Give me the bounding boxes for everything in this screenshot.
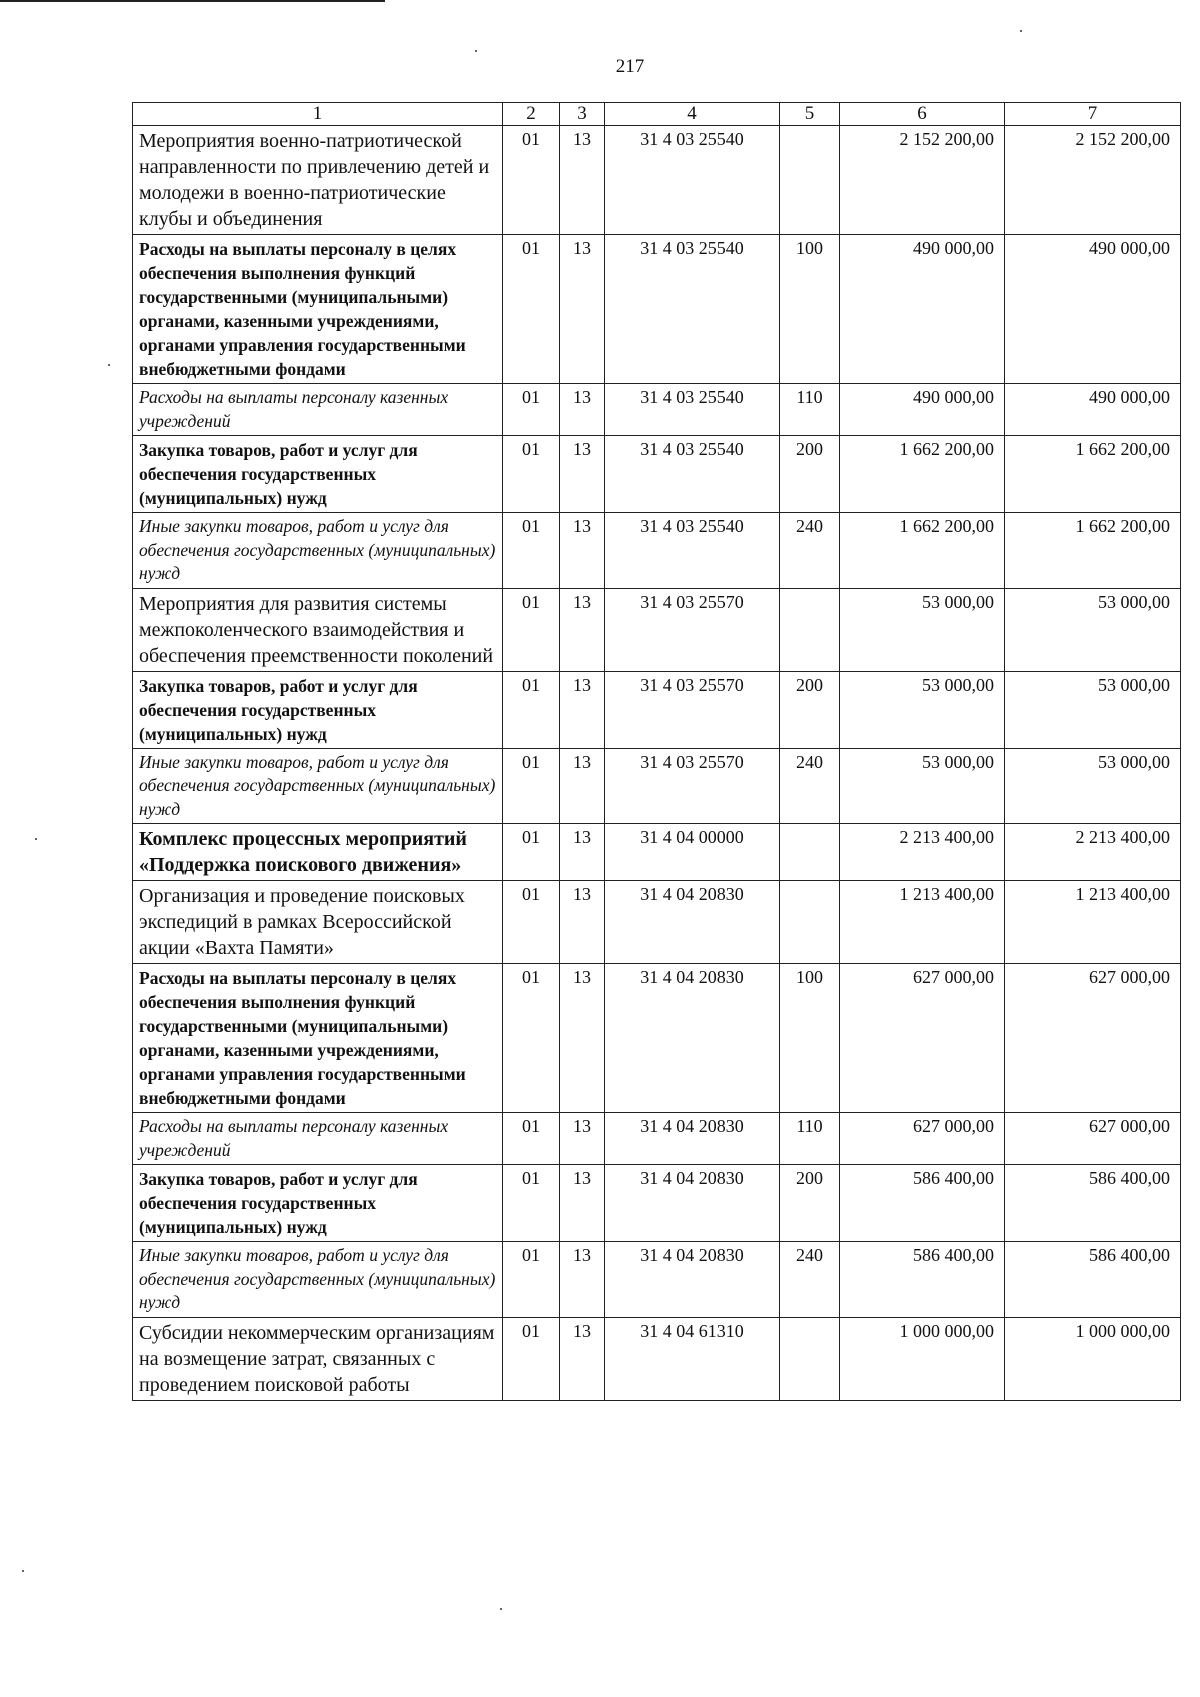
row-csr-cell: 31 4 04 20830 [605,1242,780,1318]
row-name-cell: Иные закупки товаров, работ и услуг для обеспечения государственных (муниципальных) нужд [133,748,503,824]
row-razdel-cell: 01 [503,436,560,513]
table-row [133,513,1181,589]
row-csr-cell: 31 4 04 61310 [605,1317,780,1400]
table-row [133,384,1181,436]
row-podrazdel-cell: 13 [560,384,605,436]
row-sum-col6-cell: 627 000,00 [840,964,1005,1113]
row-csr-cell: 31 4 04 20830 [605,964,780,1113]
row-razdel-cell: 01 [503,588,560,671]
row-razdel-cell: 01 [503,1242,560,1318]
row-razdel-cell: 01 [503,671,560,748]
row-name-cell: Мероприятия военно-патриотической направленности по привлечению детей и молодежи в военно-патриотические клубы и объединения [133,126,503,235]
header-col-2: 2 [503,103,560,126]
row-csr-cell: 31 4 03 25570 [605,671,780,748]
table-header-row [133,103,1181,126]
row-razdel-cell: 01 [503,881,560,964]
table-row [133,671,1181,748]
row-sum-col7-cell: 586 400,00 [1005,1242,1181,1318]
row-sum-col7-cell: 627 000,00 [1005,1113,1181,1165]
row-name-cell: Закупка товаров, работ и услуг для обеспечения государственных (муниципальных) нужд [133,436,503,513]
row-csr-cell: 31 4 03 25540 [605,126,780,235]
row-podrazdel-cell: 13 [560,235,605,384]
row-vr-cell: 200 [780,1165,840,1242]
row-name-cell: Комплекс процессных мероприятий «Поддержка поискового движения» [133,824,503,881]
row-vr-cell: 240 [780,748,840,824]
row-vr-cell: 200 [780,436,840,513]
row-csr-cell: 31 4 04 20830 [605,1113,780,1165]
row-name-cell: Расходы на выплаты персоналу казенных учреждений [133,384,503,436]
row-vr-cell: 110 [780,1113,840,1165]
scan-speck [108,364,110,366]
row-podrazdel-cell: 13 [560,513,605,589]
row-csr-cell: 31 4 04 00000 [605,824,780,881]
header-col-3: 3 [560,103,605,126]
row-razdel-cell: 01 [503,1317,560,1400]
row-podrazdel-cell: 13 [560,588,605,671]
row-razdel-cell: 01 [503,964,560,1113]
row-sum-col6-cell: 1 000 000,00 [840,1317,1005,1400]
header-col-5: 5 [780,103,840,126]
row-sum-col7-cell: 490 000,00 [1005,235,1181,384]
row-sum-col6-cell: 1 662 200,00 [840,513,1005,589]
row-vr-cell: 110 [780,384,840,436]
table-row [133,1165,1181,1242]
row-sum-col7-cell: 1 213 400,00 [1005,881,1181,964]
row-sum-col6-cell: 2 213 400,00 [840,824,1005,881]
row-sum-col6-cell: 53 000,00 [840,588,1005,671]
row-csr-cell: 31 4 03 25570 [605,748,780,824]
row-vr-cell: 100 [780,964,840,1113]
table-row [133,748,1181,824]
row-vr-cell [780,824,840,881]
row-csr-cell: 31 4 03 25540 [605,384,780,436]
row-name-cell: Иные закупки товаров, работ и услуг для обеспечения государственных (муниципальных) нужд [133,1242,503,1318]
scan-speck [500,1608,502,1610]
row-sum-col7-cell: 1 000 000,00 [1005,1317,1181,1400]
row-podrazdel-cell: 13 [560,748,605,824]
row-name-cell: Субсидии некоммерческим организациям на возмещение затрат, связанных с проведением поисковой работы [133,1317,503,1400]
row-sum-col7-cell: 53 000,00 [1005,588,1181,671]
page-number: 217 [615,56,645,77]
row-razdel-cell: 01 [503,126,560,235]
row-sum-col6-cell: 586 400,00 [840,1242,1005,1318]
table-row [133,235,1181,384]
row-razdel-cell: 01 [503,513,560,589]
row-name-cell: Расходы на выплаты персоналу в целях обеспечения выполнения функций государственными (муниципальными) органами, казенными учреждениями, органами управления государственными внебюджетными фондами [133,235,503,384]
row-podrazdel-cell: 13 [560,964,605,1113]
row-razdel-cell: 01 [503,235,560,384]
table-row [133,1242,1181,1318]
row-vr-cell [780,126,840,235]
row-sum-col7-cell: 53 000,00 [1005,671,1181,748]
scan-speck [1020,30,1022,32]
row-razdel-cell: 01 [503,748,560,824]
row-sum-col6-cell: 53 000,00 [840,671,1005,748]
row-sum-col6-cell: 627 000,00 [840,1113,1005,1165]
row-sum-col7-cell: 586 400,00 [1005,1165,1181,1242]
row-name-cell: Расходы на выплаты персоналу казенных учреждений [133,1113,503,1165]
row-podrazdel-cell: 13 [560,1317,605,1400]
row-csr-cell: 31 4 04 20830 [605,1165,780,1242]
header-col-1: 1 [133,103,503,126]
row-name-cell: Расходы на выплаты персоналу в целях обеспечения выполнения функций государственными (муниципальными) органами, казенными учреждениями, органами управления государственными внебюджетными фондами [133,964,503,1113]
table-row [133,126,1181,235]
header-col-7: 7 [1005,103,1181,126]
row-csr-cell: 31 4 03 25540 [605,436,780,513]
row-sum-col7-cell: 490 000,00 [1005,384,1181,436]
budget-table [132,102,1181,1401]
row-csr-cell: 31 4 03 25540 [605,235,780,384]
row-sum-col6-cell: 1 662 200,00 [840,436,1005,513]
row-name-cell: Организация и проведение поисковых экспедиций в рамках Всероссийской акции «Вахта Памяти» [133,881,503,964]
table-row [133,588,1181,671]
row-sum-col6-cell: 490 000,00 [840,384,1005,436]
scan-edge-line [0,0,385,2]
row-sum-col7-cell: 1 662 200,00 [1005,513,1181,589]
row-csr-cell: 31 4 04 20830 [605,881,780,964]
scan-speck [22,1570,24,1572]
row-razdel-cell: 01 [503,384,560,436]
row-csr-cell: 31 4 03 25570 [605,588,780,671]
row-podrazdel-cell: 13 [560,436,605,513]
table-row [133,1317,1181,1400]
row-vr-cell: 240 [780,1242,840,1318]
row-sum-col7-cell: 53 000,00 [1005,748,1181,824]
row-name-cell: Закупка товаров, работ и услуг для обеспечения государственных (муниципальных) нужд [133,671,503,748]
row-sum-col7-cell: 2 213 400,00 [1005,824,1181,881]
row-sum-col7-cell: 1 662 200,00 [1005,436,1181,513]
row-vr-cell: 240 [780,513,840,589]
row-vr-cell [780,881,840,964]
row-podrazdel-cell: 13 [560,881,605,964]
row-podrazdel-cell: 13 [560,671,605,748]
row-sum-col6-cell: 53 000,00 [840,748,1005,824]
table-row [133,881,1181,964]
row-podrazdel-cell: 13 [560,1113,605,1165]
table-row [133,824,1181,881]
row-razdel-cell: 01 [503,1165,560,1242]
row-sum-col6-cell: 2 152 200,00 [840,126,1005,235]
row-name-cell: Мероприятия для развития системы межпоколенческого взаимодействия и обеспечения преемственности поколений [133,588,503,671]
row-podrazdel-cell: 13 [560,1242,605,1318]
row-sum-col6-cell: 1 213 400,00 [840,881,1005,964]
row-sum-col6-cell: 586 400,00 [840,1165,1005,1242]
row-csr-cell: 31 4 03 25540 [605,513,780,589]
row-podrazdel-cell: 13 [560,824,605,881]
header-col-6: 6 [840,103,1005,126]
row-podrazdel-cell: 13 [560,126,605,235]
row-vr-cell [780,1317,840,1400]
header-col-4: 4 [605,103,780,126]
scan-speck [475,50,477,52]
row-razdel-cell: 01 [503,1113,560,1165]
table-row [133,1113,1181,1165]
row-vr-cell: 100 [780,235,840,384]
row-name-cell: Иные закупки товаров, работ и услуг для обеспечения государственных (муниципальных) нужд [133,513,503,589]
row-vr-cell: 200 [780,671,840,748]
scan-speck [35,838,37,840]
row-sum-col7-cell: 2 152 200,00 [1005,126,1181,235]
row-podrazdel-cell: 13 [560,1165,605,1242]
row-razdel-cell: 01 [503,824,560,881]
row-sum-col6-cell: 490 000,00 [840,235,1005,384]
table-row [133,964,1181,1113]
row-name-cell: Закупка товаров, работ и услуг для обеспечения государственных (муниципальных) нужд [133,1165,503,1242]
table-row [133,436,1181,513]
row-sum-col7-cell: 627 000,00 [1005,964,1181,1113]
row-vr-cell [780,588,840,671]
